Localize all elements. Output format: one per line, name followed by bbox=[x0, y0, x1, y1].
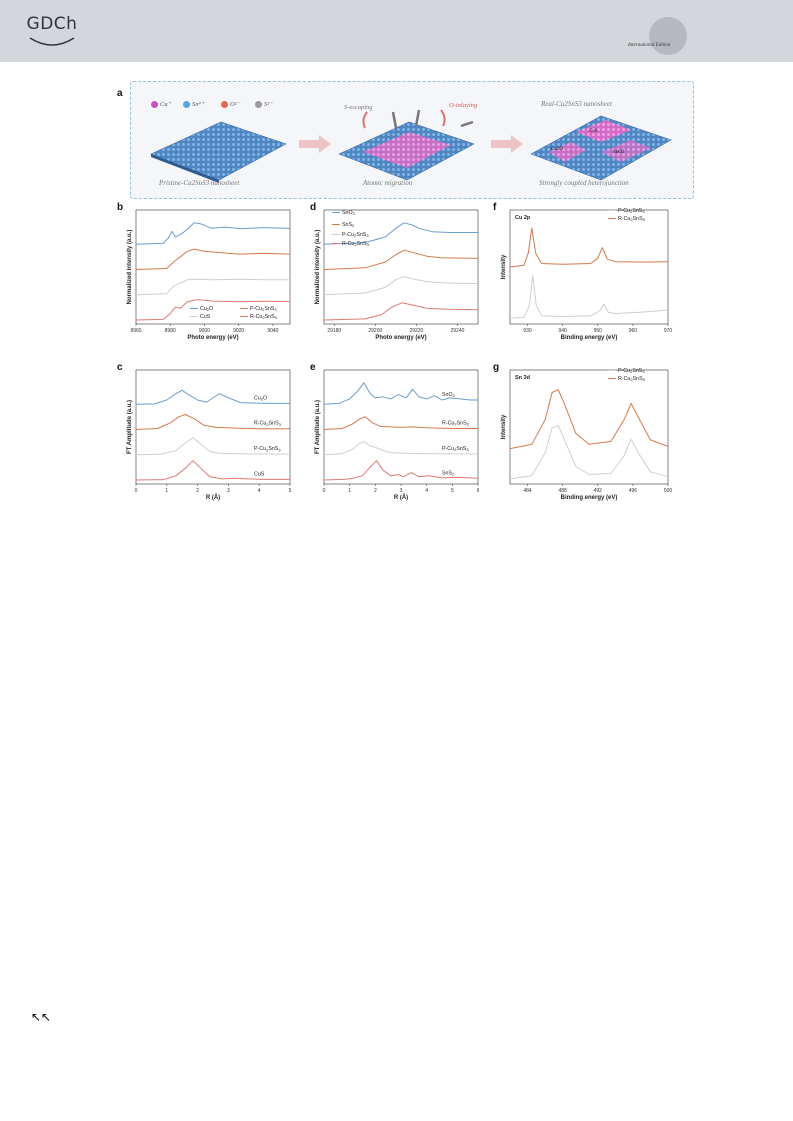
x-tick-label: 1 bbox=[165, 488, 169, 494]
chart-b-xanes-cu bbox=[120, 202, 300, 357]
series-line-r-cu2sns3 bbox=[510, 228, 668, 267]
legend-label: SnO$_2$ bbox=[342, 210, 355, 217]
y-axis-label: Normalized intensity (a.u.) bbox=[315, 229, 321, 305]
figure bbox=[112, 76, 690, 516]
panel-label-b: b bbox=[117, 202, 124, 213]
s-escaping-label: S-escaping bbox=[344, 104, 373, 111]
x-tick-label: 492 bbox=[593, 488, 602, 494]
x-axis-label: R (Å) bbox=[393, 495, 409, 501]
logo-arc-icon bbox=[26, 36, 78, 50]
y-axis-label: FT Amplitude (a.u.) bbox=[315, 399, 321, 455]
x-tick-label: 9020 bbox=[233, 328, 245, 334]
series-line-p-cu2sns3 bbox=[324, 277, 478, 295]
cus-label: CuS bbox=[589, 129, 598, 134]
plot-frame bbox=[510, 370, 668, 484]
gdch-logo bbox=[26, 14, 78, 52]
x-tick-label: 9040 bbox=[267, 328, 279, 334]
x-tick-label: 8980 bbox=[164, 328, 176, 334]
series-line-r-cu2sns3 bbox=[510, 390, 668, 449]
series-label: $P-Cu_2SnS_3$ bbox=[442, 445, 469, 453]
chart-f-xps-cu2p bbox=[490, 202, 675, 357]
journal-header bbox=[0, 0, 793, 62]
x-tick-label: 5 bbox=[288, 488, 292, 494]
panel-note: Sn 3d bbox=[515, 375, 530, 381]
series-line-cu2o bbox=[136, 223, 290, 245]
process-arrow-icon bbox=[299, 135, 331, 153]
chart-e-exafs-sn bbox=[308, 362, 488, 517]
panel-label-a: a bbox=[117, 88, 123, 99]
x-tick-label: 950 bbox=[593, 328, 602, 334]
panel-label-c: c bbox=[117, 362, 123, 373]
legend-o: O²⁻ bbox=[221, 100, 240, 108]
x-tick-label: 4 bbox=[425, 488, 429, 494]
o-inlaying-label: O-inlaying bbox=[449, 102, 478, 109]
x-axis-label: Binding energy (eV) bbox=[560, 495, 618, 501]
legend-s: S²⁻ bbox=[255, 100, 273, 108]
series-label: $R-Cu_2SnS_3$ bbox=[254, 420, 281, 427]
schematic-panel bbox=[130, 81, 694, 199]
x-axis-label: Binding energy (eV) bbox=[560, 335, 618, 341]
legend-label: SnS$_2$ bbox=[342, 222, 355, 229]
series-line-sno2 bbox=[324, 383, 478, 405]
x-tick-label: 6 bbox=[476, 488, 480, 494]
panel-label-e: e bbox=[310, 362, 316, 373]
coupled-label: Strongly coupled heterojunction bbox=[539, 179, 629, 187]
series-line-p-cu2sns3 bbox=[510, 276, 668, 318]
y-axis-label: FT Amplitude (a.u.) bbox=[127, 399, 133, 455]
escape-arrow-icon bbox=[363, 112, 367, 128]
legend-label: $R-Cu_2SnS_3$ bbox=[250, 314, 277, 321]
series-label: CuS bbox=[254, 471, 265, 478]
panel-label-d: d bbox=[310, 202, 317, 213]
s-escape-stick-3 bbox=[461, 122, 473, 126]
x-tick-label: 29220 bbox=[409, 328, 424, 334]
legend-label: $P-Cu_2SnS_3$ bbox=[342, 232, 369, 239]
series-line-r-cu2sns3 bbox=[324, 303, 478, 320]
s-escape-stick-2 bbox=[416, 110, 419, 126]
series-label: SnO$_2$ bbox=[442, 391, 455, 399]
series-line-cus bbox=[136, 279, 290, 295]
chart-c-exafs-cu bbox=[120, 362, 300, 517]
chart-g-xps-sn3d bbox=[490, 362, 675, 517]
y-axis-label: Normalized intensity (a.u.) bbox=[127, 229, 133, 305]
series-label: $R-Cu_2SnS_3$ bbox=[442, 420, 469, 427]
panel-label-f: f bbox=[493, 202, 497, 213]
x-tick-label: 940 bbox=[558, 328, 567, 334]
x-axis-label: R (Å) bbox=[205, 495, 221, 501]
x-tick-label: 496 bbox=[628, 488, 638, 494]
x-tick-label: 29240 bbox=[450, 328, 465, 334]
series-line-cus bbox=[136, 461, 290, 480]
x-tick-label: 3 bbox=[227, 488, 230, 494]
s-escape-stick bbox=[393, 112, 396, 128]
legend-label: $P-Cu_2SnS_3$ bbox=[250, 306, 277, 313]
x-tick-label: 0 bbox=[134, 488, 138, 494]
x-tick-label: 8960 bbox=[130, 328, 142, 334]
legend-label: $P-Cu_2SnS_3$ bbox=[618, 208, 645, 215]
series-label: $P-Cu_2SnS_3$ bbox=[254, 446, 281, 453]
edition-label: International Edition bbox=[628, 43, 671, 48]
panel-label-g: g bbox=[493, 362, 500, 373]
x-tick-label: 9000 bbox=[198, 328, 211, 334]
x-tick-label: 3 bbox=[399, 488, 403, 494]
x-tick-label: 960 bbox=[628, 328, 638, 334]
logo-text: GDCh bbox=[26, 14, 78, 34]
legend-label: $R-Cu_2SnS_3$ bbox=[618, 216, 645, 223]
series-line-sns2 bbox=[324, 250, 478, 269]
real-nanosheet-title: Real-Cu2SnS3 nanosheet bbox=[541, 100, 612, 108]
x-tick-label: 0 bbox=[322, 488, 326, 494]
pristine-nanosheet bbox=[151, 122, 286, 180]
x-tick-label: 1 bbox=[348, 488, 352, 494]
sno2-label: SnO2 bbox=[613, 150, 625, 155]
legend-label: CuS bbox=[200, 314, 211, 320]
x-tick-label: 970 bbox=[663, 328, 673, 334]
series-line-sns2 bbox=[324, 461, 478, 480]
legend-label: $Cu_2O$ bbox=[200, 306, 214, 313]
series-label: $Cu_2O$ bbox=[254, 395, 268, 402]
atomic-migration-label: Atomic migration bbox=[363, 179, 413, 187]
x-tick-label: 2 bbox=[373, 488, 377, 494]
y-axis-label: Intensity bbox=[501, 414, 507, 440]
x-axis-label: Photo energy (eV) bbox=[375, 335, 427, 341]
pristine-label: Pristine-Cu2SnS3 nanosheet bbox=[159, 179, 240, 187]
x-tick-label: 484 bbox=[523, 488, 532, 494]
x-tick-label: 29180 bbox=[327, 328, 342, 334]
series-line-p-cu2sns3 bbox=[136, 249, 290, 269]
legend-label: $R-Cu_2SnS_3$ bbox=[342, 241, 369, 248]
series-line-p-cu2sns3 bbox=[510, 426, 668, 479]
legend-sn: Sn⁴⁺ bbox=[183, 100, 204, 108]
x-tick-label: 29200 bbox=[368, 328, 383, 334]
x-axis-label: Photo energy (eV) bbox=[187, 335, 239, 341]
edition-badge-icon bbox=[649, 17, 687, 55]
plot-frame bbox=[510, 210, 668, 324]
y-axis-label: Intensity bbox=[501, 254, 507, 280]
panel-note: Cu 2p bbox=[515, 215, 531, 221]
inlay-arrow-icon bbox=[441, 110, 445, 126]
x-tick-label: 2 bbox=[196, 488, 199, 494]
legend-label: $R-Cu_2SnS_3$ bbox=[618, 376, 645, 383]
series-label: SnS$_2$ bbox=[442, 470, 455, 477]
chart-d-xanes-sn bbox=[308, 202, 488, 357]
x-tick-label: 4 bbox=[257, 488, 261, 494]
cu2o-label: Cu2O bbox=[551, 147, 563, 152]
corner-arrows-icon: ↖↖ bbox=[31, 1010, 52, 1024]
x-tick-label: 500 bbox=[663, 488, 673, 494]
legend-cu: Cu⁺ bbox=[151, 100, 171, 108]
x-tick-label: 5 bbox=[450, 488, 454, 494]
x-tick-label: 488 bbox=[558, 488, 567, 494]
process-arrow-2-icon bbox=[491, 135, 523, 153]
x-tick-label: 930 bbox=[523, 328, 532, 334]
legend-label: $P-Cu_2SnS_3$ bbox=[618, 368, 645, 375]
